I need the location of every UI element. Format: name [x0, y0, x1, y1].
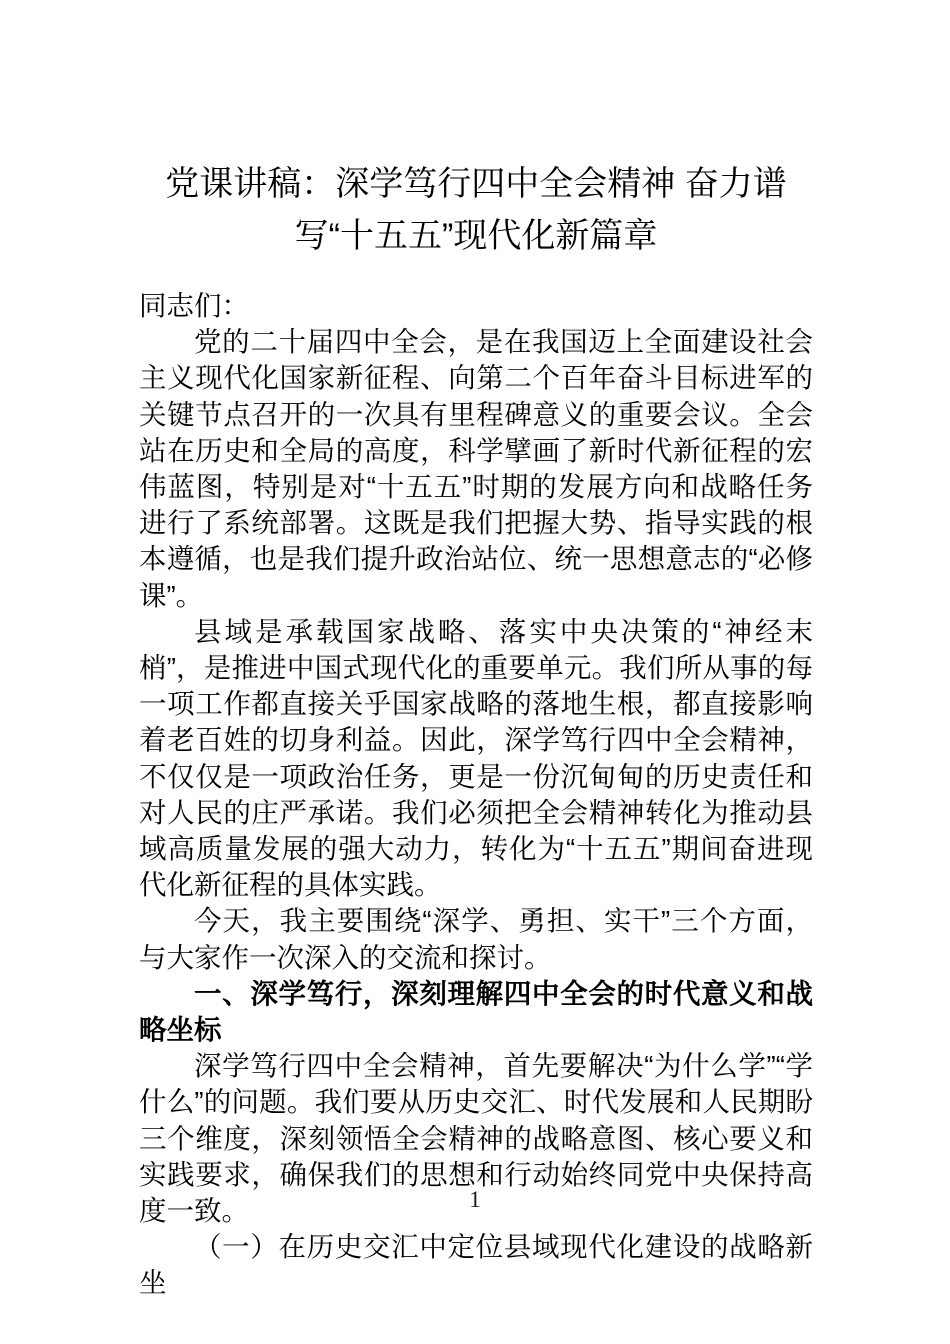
page-title [139, 158, 813, 262]
body-paragraph-4: 深学笃行四中全会精神，首先要解决“为什么学”“学什么”的问题。我们要从历史交汇、时代发展和人民期盼三个维度，深刻领悟全会精神的战略意图、核心要义和实践要求，确保我们的思想和行动始终同党中央保持高度一致。 [139, 1050, 813, 1227]
document-body [139, 158, 813, 1302]
subsection-heading-1: （一）在历史交汇中定位县域现代化建设的战略新坐 [139, 1231, 813, 1299]
body-paragraph-1: 党的二十届四中全会，是在我国迈上全面建设社会主义现代化国家新征程、向第二个百年奋斗目标进军的关键节点召开的一次具有里程碑意义的重要会议。全会站在历史和全局的高度，科学擘画了新时代新征程的宏伟蓝图，特别是对“十五五”时期的发展方向和战略任务进行了系统部署。这既是我们把握大势、指导实践的根本遵循，也是我们提升政治站位、统一思想意志的“必修课”。 [139, 326, 813, 611]
page-number: 1 [469, 1187, 481, 1212]
salutation: 同志们： [139, 290, 249, 321]
section-heading-1: 一、深学笃行，深刻理解四中全会的时代意义和战略坐标 [139, 977, 813, 1046]
body-paragraph-2: 县域是承载国家战略、落实中央决策的“神经末梢”，是推进中国式现代化的重要单元。我们所从事的每一项工作都直接关乎国家战略的落地生根，都直接影响着老百姓的切身利益。因此，深学笃行四中全会精神，不仅仅是一项政治任务，更是一份沉甸甸的历史责任和对人民的庄严承诺。我们必须把全会精神转化为推动县域高质量发展的强大动力，转化为“十五五”期间奋进现代化新征程的具体实践。 [139, 615, 813, 901]
title-line-1: 党课讲稿：深学笃行四中全会精神 奋力谱 [165, 165, 787, 203]
title-line-2: 写“十五五”现代化新篇章 [294, 217, 658, 255]
body-paragraph-3: 今天，我主要围绕“深学、勇担、实干”三个方面，与大家作一次深入的交流和探讨。 [139, 905, 813, 973]
